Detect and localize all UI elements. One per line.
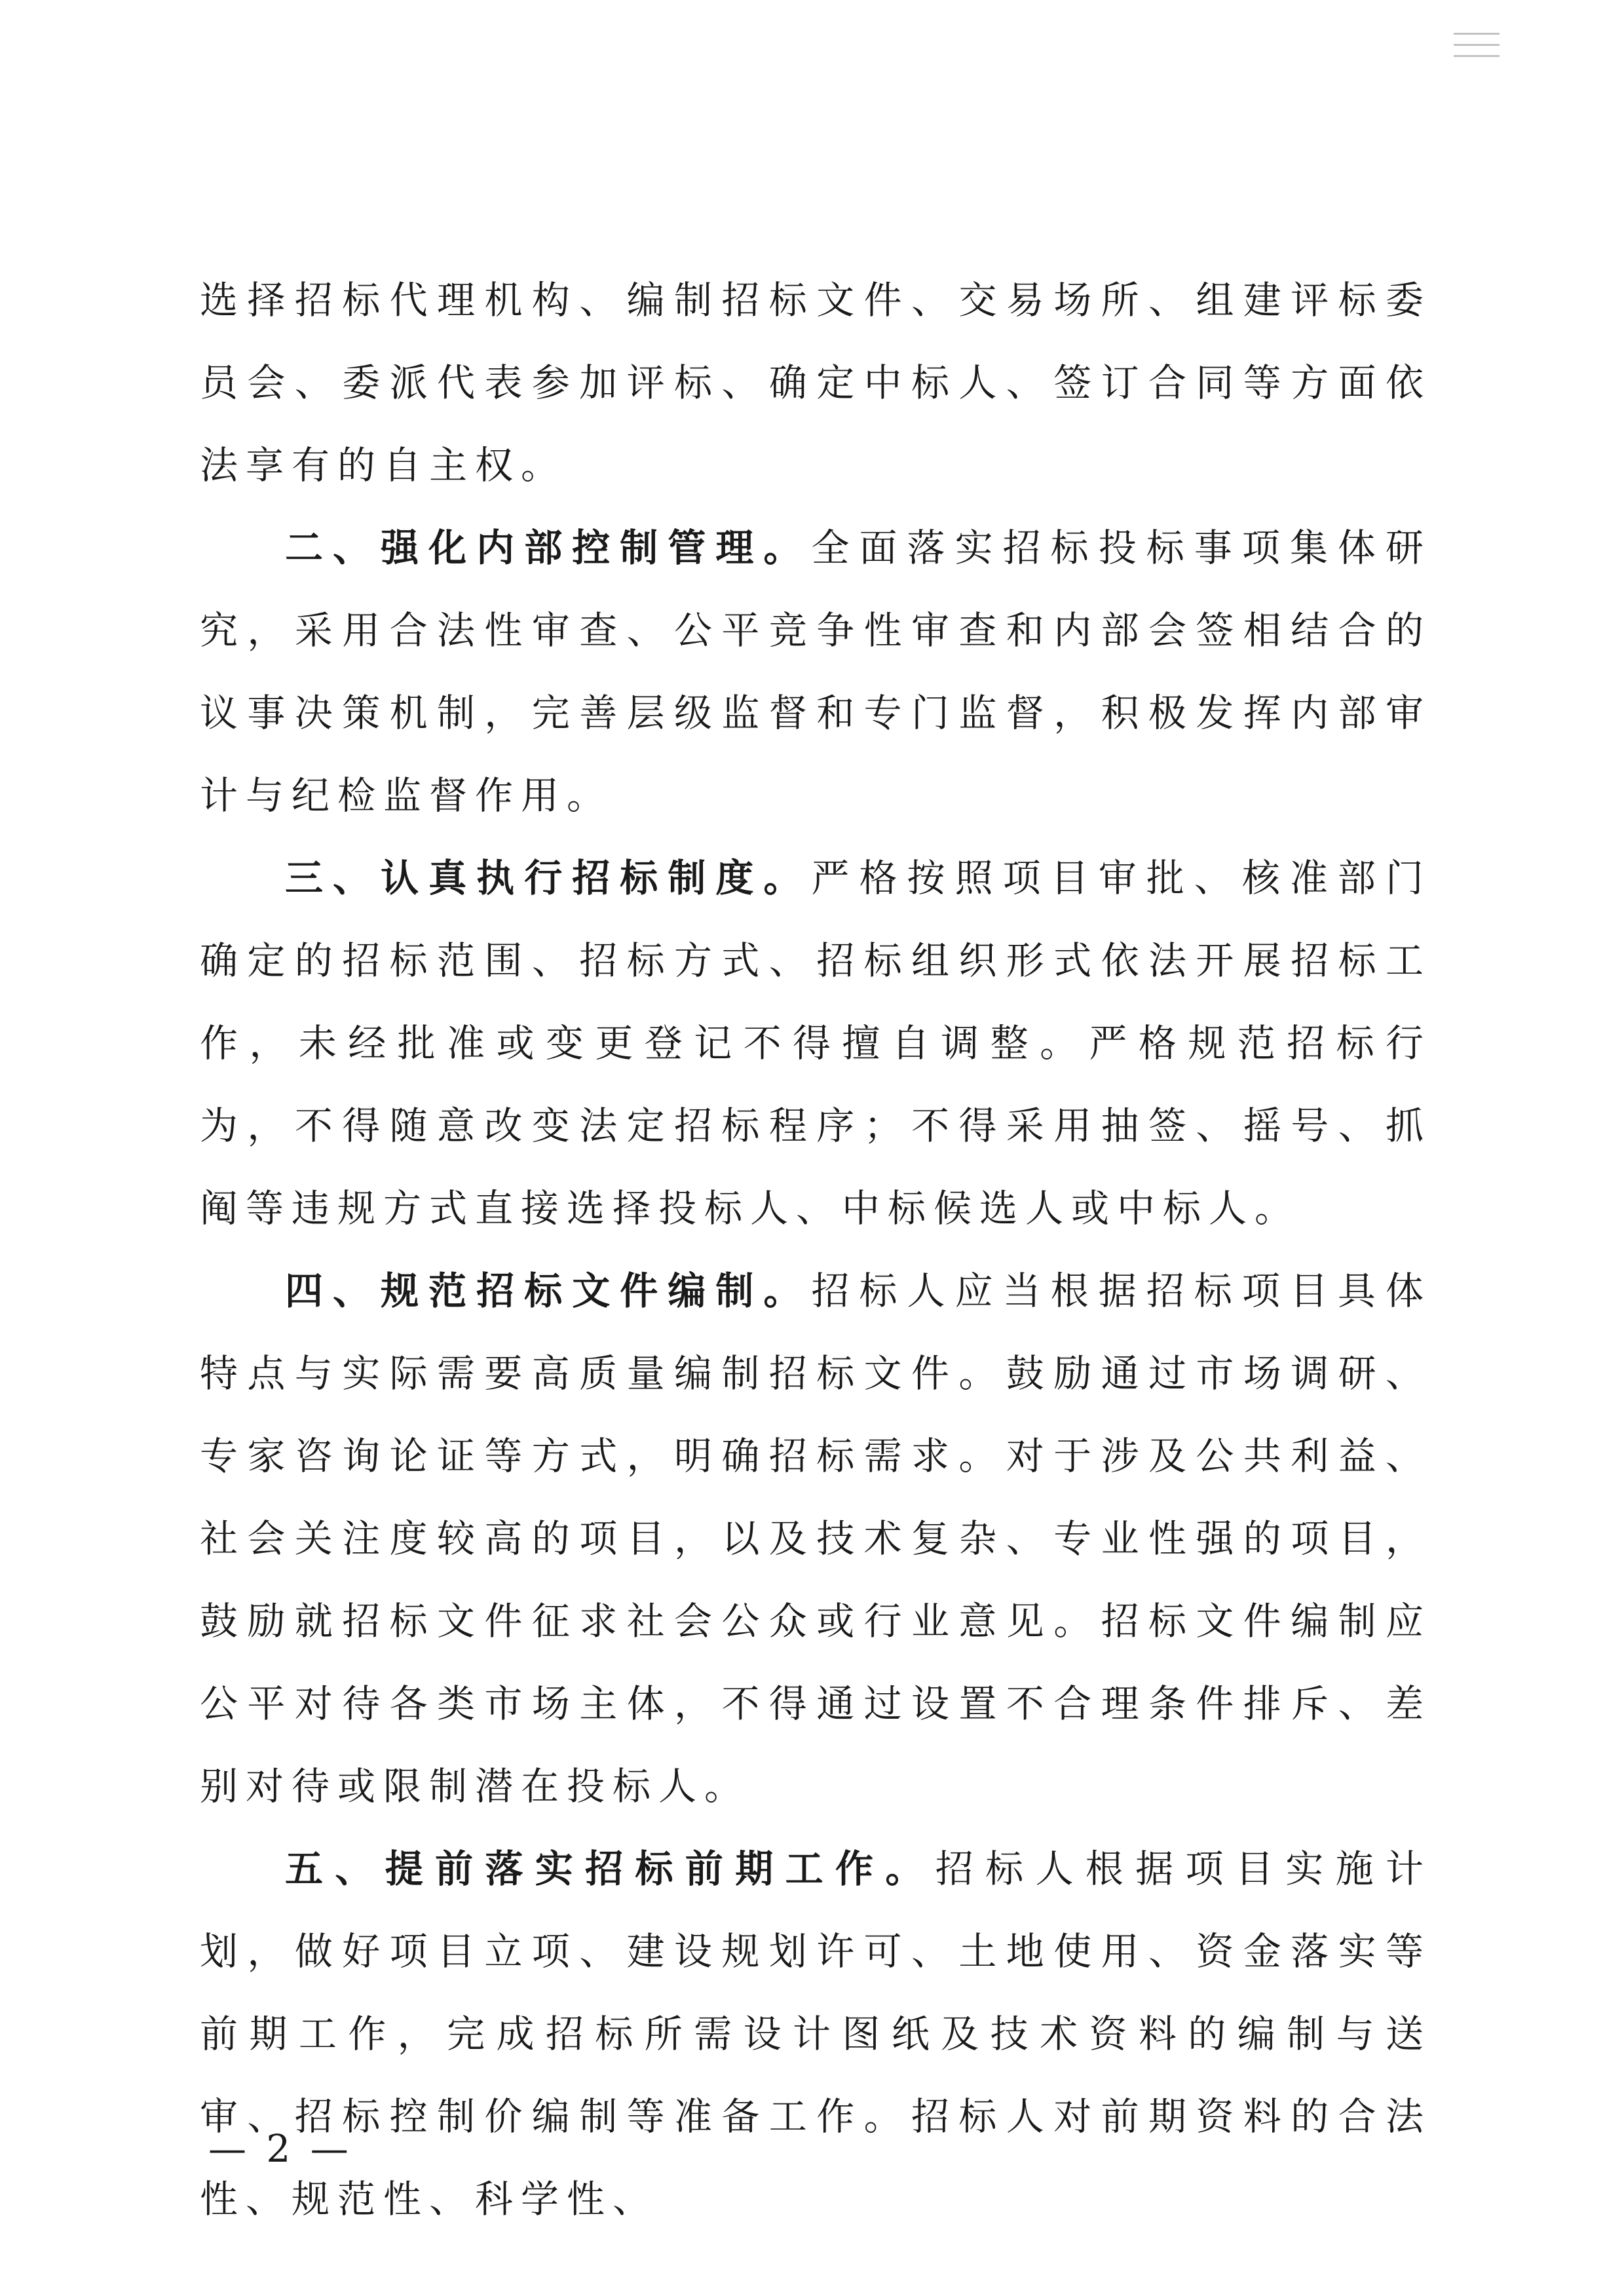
paragraph-text: 招标人应当根据招标项目具体特点与实际需要高质量编制招标文件。鼓励通过市场调研、专家咨询论证等方式，明确招标需求。对于涉及公共利益、社会关注度较高的项目，以及技术复杂、专业性强的项目，鼓励就招标文件征求社会公众或行业意见。招标文件编制应公平对待各类市场主体，不得通过设置不合理条件排斥、差别对待或限制潜在投标人。 xyxy=(200,1269,1431,1808)
paragraph-section-4 xyxy=(200,1250,1431,1827)
paragraph-section-5 xyxy=(200,1827,1431,2240)
paragraph-text: 全面落实招标投标事项集体研究，采用合法性审查、公平竞争性审查和内部会签相结合的议事决策机制，完善层级监督和专门监督，积极发挥内部审计与纪检监督作用。 xyxy=(200,526,1431,818)
section-heading: 五、提前落实招标前期工作。 xyxy=(285,1846,935,1891)
paragraph-text: 选择招标代理机构、编制招标文件、交易场所、组建评标委员会、委派代表参加评标、确定中标人、签订合同等方面依法享有的自主权。 xyxy=(200,278,1431,488)
scan-corner-mark xyxy=(1454,33,1500,72)
paragraph-section-2 xyxy=(200,507,1431,837)
paragraph-continuation xyxy=(200,259,1431,507)
section-heading: 二、强化内部控制管理。 xyxy=(285,526,812,570)
section-heading: 三、认真执行招标制度。 xyxy=(285,856,812,900)
paragraph-section-3 xyxy=(200,837,1431,1250)
paragraph-text: 招标人根据项目实施计划，做好项目立项、建设规划许可、土地使用、资金落实等前期工作，完成招标所需设计图纸及技术资料的编制与送审、招标控制价编制等准备工作。招标人对前期资料的合法性、规范性、科学性、 xyxy=(200,1846,1431,2221)
paragraph-text: 严格按照项目审批、核准部门确定的招标范围、招标方式、招标组织形式依法开展招标工作，未经批准或变更登记不得擅自调整。严格规范招标行为，不得随意改变法定招标程序；不得采用抽签、摇号、抓阄等违规方式直接选择投标人、中标候选人或中标人。 xyxy=(200,856,1431,1231)
document-body xyxy=(200,259,1431,2240)
page-number: — 2 — xyxy=(208,2126,352,2171)
section-heading: 四、规范招标文件编制。 xyxy=(285,1269,812,1313)
